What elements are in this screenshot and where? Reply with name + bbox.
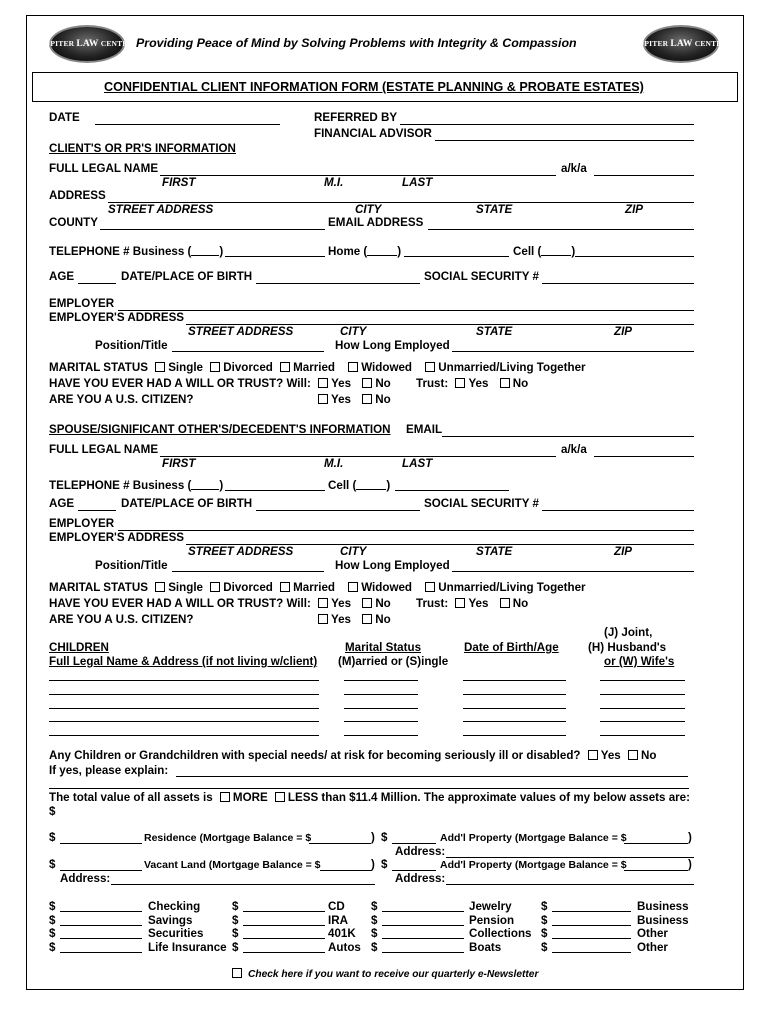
spouse-employer-label: EMPLOYER: [49, 517, 115, 530]
client-first-caption: FIRST: [162, 176, 196, 189]
spouse-citizen-yes-checkbox[interactable]: [318, 614, 328, 624]
spouse-full-name-field[interactable]: [160, 456, 556, 457]
spouse-aka-field[interactable]: [594, 456, 694, 457]
autos-field[interactable]: [243, 952, 325, 953]
child-row-3-marital[interactable]: [344, 708, 418, 709]
special-needs-no-checkbox[interactable]: [628, 750, 638, 760]
child-row-1-joint[interactable]: [600, 680, 685, 681]
special-explain-field[interactable]: [176, 776, 688, 777]
vacant-land-address-field[interactable]: [111, 884, 375, 885]
child-row-1-dob[interactable]: [463, 680, 566, 681]
client-employer-address-label: EMPLOYER'S ADDRESS: [49, 311, 185, 324]
form-title: CONFIDENTIAL CLIENT INFORMATION FORM (ESTATE PLANNING & PROBATE ESTATES): [104, 80, 644, 94]
client-phone-cell-label: Cell ( ): [513, 245, 576, 258]
joint-heading-line1: (J) Joint,: [604, 626, 653, 639]
collections-field[interactable]: [382, 938, 464, 939]
spouse-dob-label: DATE/PLACE OF BIRTH: [121, 497, 253, 510]
referred-by-field[interactable]: [400, 124, 694, 125]
date-label: DATE: [49, 111, 80, 124]
client-age-field[interactable]: [78, 283, 116, 284]
client-ssn-label: SOCIAL SECURITY #: [424, 270, 539, 283]
child-row-2-dob[interactable]: [463, 694, 566, 695]
children-marital-heading: Marital Status: [345, 641, 422, 654]
client-county-field[interactable]: [100, 229, 325, 230]
client-phone-cell-field[interactable]: [575, 256, 694, 257]
client-emp-city-caption: CITY: [340, 325, 367, 338]
addl-property-2-value-field[interactable]: [392, 870, 436, 871]
child-row-3-dob[interactable]: [463, 708, 566, 709]
client-emp-zip-caption: ZIP: [614, 325, 633, 338]
client-citizen-label: ARE YOU A U.S. CITIZEN?: [49, 393, 194, 406]
residence-dollar: $: [49, 831, 56, 844]
client-position-label: Position/Title: [95, 339, 168, 352]
cd-field[interactable]: [243, 911, 325, 912]
checking-field[interactable]: [60, 911, 142, 912]
life-insurance-field[interactable]: [60, 952, 142, 953]
spouse-full-name-label: FULL LEGAL NAME: [49, 443, 159, 456]
spouse-trust-yes-checkbox[interactable]: [455, 598, 465, 608]
child-row-4-name[interactable]: [49, 721, 319, 722]
client-city-caption: CITY: [355, 203, 382, 216]
client-unmarried-checkbox[interactable]: [425, 362, 435, 372]
spouse-last-caption: LAST: [402, 457, 433, 470]
child-row-2-marital[interactable]: [344, 694, 418, 695]
asset-col4-dollars: $ $ $ $: [541, 900, 548, 954]
client-phone-home-label: Home ( ): [328, 245, 402, 258]
client-state-caption: STATE: [476, 203, 513, 216]
client-emp-state-caption: STATE: [476, 325, 513, 338]
child-row-3-name[interactable]: [49, 708, 319, 709]
addl-property-1-address-field[interactable]: [446, 857, 694, 858]
client-citizen-no-checkbox[interactable]: [362, 394, 372, 404]
vacant-land-address-label: Address:: [60, 872, 111, 885]
spouse-phone-business-field[interactable]: [225, 490, 325, 491]
client-email-field[interactable]: [428, 229, 694, 230]
spouse-dob-field[interactable]: [256, 510, 420, 511]
addl-property-2-dollar: $: [381, 858, 388, 871]
residence-value-field[interactable]: [60, 843, 142, 844]
asset-col2-dollars: $ $ $ $: [232, 900, 239, 954]
spouse-citizen-options: Yes No: [318, 614, 391, 626]
addl-property-2-address-field[interactable]: [446, 884, 694, 885]
spouse-emp-state-caption: STATE: [476, 545, 513, 558]
assets-total-row: The total value of all assets is MORE LESS than $11.4 Million. The approximate values of my below assets are:: [49, 791, 690, 804]
savings-field[interactable]: [60, 925, 142, 926]
client-address-label: ADDRESS: [49, 189, 106, 202]
client-divorced-checkbox[interactable]: [210, 362, 220, 372]
children-name-address-heading: Full Legal Name & Address (if not living w/client): [49, 655, 318, 668]
securities-field[interactable]: [60, 938, 142, 939]
joint-heading-line3: or (W) Wife's: [604, 655, 675, 668]
spouse-will-no-checkbox[interactable]: [362, 598, 372, 608]
client-employer-field[interactable]: [118, 310, 694, 311]
client-will-yes-checkbox[interactable]: [318, 378, 328, 388]
date-field[interactable]: [95, 124, 280, 125]
client-citizen-yes-checkbox[interactable]: [318, 394, 328, 404]
business-1-field[interactable]: [552, 911, 631, 912]
client-phone-home-field[interactable]: [404, 256, 509, 257]
spouse-will-trust-row: HAVE YOU EVER HAD A WILL OR TRUST? Will: Yes No Trust: Yes No: [49, 597, 529, 610]
spouse-position-field[interactable]: [172, 571, 324, 572]
spouse-age-field[interactable]: [78, 510, 116, 511]
vacant-land-paren: ): [371, 858, 375, 871]
addl-property-1-dollar: $: [381, 831, 388, 844]
financial-advisor-field[interactable]: [435, 140, 694, 141]
client-county-label: COUNTY: [49, 216, 98, 229]
spouse-ssn-label: SOCIAL SECURITY #: [424, 497, 539, 510]
referred-by-label: REFERRED BY: [314, 111, 398, 124]
spouse-phone-business-label: TELEPHONE # Business ( ): [49, 479, 224, 492]
client-how-long-field[interactable]: [452, 351, 694, 352]
child-row-4-dob[interactable]: [463, 721, 566, 722]
child-row-5-dob[interactable]: [463, 735, 566, 736]
client-how-long-label: How Long Employed: [335, 339, 450, 352]
client-phone-business-label: TELEPHONE # Business ( ): [49, 245, 224, 258]
residence-label: Residence (Mortgage Balance = $: [144, 832, 312, 844]
child-row-1-marital[interactable]: [344, 680, 418, 681]
spouse-how-long-label: How Long Employed: [335, 559, 450, 572]
client-position-field[interactable]: [172, 351, 324, 352]
client-street-caption: STREET ADDRESS: [108, 203, 214, 216]
child-row-2-name[interactable]: [49, 694, 319, 695]
spouse-emp-city-caption: CITY: [340, 545, 367, 558]
pension-field[interactable]: [382, 925, 464, 926]
client-emp-street-caption: STREET ADDRESS: [188, 325, 294, 338]
client-ssn-field[interactable]: [542, 283, 694, 284]
client-dob-label: DATE/PLACE OF BIRTH: [121, 270, 253, 283]
financial-advisor-label: FINANCIAL ADVISOR: [314, 127, 432, 140]
client-dob-field[interactable]: [256, 283, 420, 284]
ira-field[interactable]: [243, 925, 325, 926]
spouse-marital-row: MARITAL STATUS Single Divorced Married Widowed Unmarried/Living Together: [49, 581, 586, 594]
other-1-field[interactable]: [552, 938, 631, 939]
spouse-will-yes-checkbox[interactable]: [318, 598, 328, 608]
spouse-citizen-label: ARE YOU A U.S. CITIZEN?: [49, 613, 194, 626]
spouse-aka-label: a/k/a: [561, 443, 587, 456]
newsletter-checkbox[interactable]: [232, 968, 242, 978]
jewelry-field[interactable]: [382, 911, 464, 912]
logo-right: JUPITER LAW CENTER: [643, 25, 719, 63]
asset-col4-labels: Business Business Other Other: [637, 900, 689, 954]
vacant-land-mortgage-field[interactable]: [320, 870, 372, 871]
child-row-5-name[interactable]: [49, 735, 319, 736]
assets-more-checkbox[interactable]: [220, 792, 230, 802]
client-will-no-checkbox[interactable]: [362, 378, 372, 388]
client-marital-row: MARITAL STATUS Single Divorced Married Widowed Unmarried/Living Together: [49, 361, 586, 374]
spouse-mi-caption: M.I.: [324, 457, 344, 470]
spouse-phone-cell-field[interactable]: [395, 490, 509, 491]
vacant-land-label: Vacant Land (Mortgage Balance = $: [144, 859, 321, 871]
spouse-married-checkbox[interactable]: [280, 582, 290, 592]
addl-property-1-paren: ): [688, 831, 692, 844]
spouse-ssn-field[interactable]: [542, 510, 694, 511]
asset-col3-dollars: $ $ $ $: [371, 900, 378, 954]
residence-paren: ): [371, 831, 375, 844]
client-aka-label: a/k/a: [561, 162, 587, 175]
spouse-email-label: EMAIL: [406, 423, 443, 436]
addl-property-2-mortgage-field[interactable]: [624, 870, 688, 871]
children-heading: CHILDREN: [49, 641, 109, 654]
spouse-position-label: Position/Title: [95, 559, 168, 572]
client-age-label: AGE: [49, 270, 75, 283]
asset-col3-labels: Jewelry Pension Collections Boats: [469, 900, 532, 954]
client-full-name-field[interactable]: [160, 175, 556, 176]
spouse-how-long-field[interactable]: [452, 571, 694, 572]
residence-mortgage-field[interactable]: [309, 843, 371, 844]
asset-col1-labels: Checking Savings Securities Life Insurance: [148, 900, 227, 954]
401k-field[interactable]: [243, 938, 325, 939]
addl-property-2-label: Add'l Property (Mortgage Balance = $: [440, 859, 627, 871]
spouse-phone-cell-label: Cell ( ): [328, 479, 391, 492]
assets-total-dollar: $: [49, 805, 56, 818]
client-widowed-checkbox[interactable]: [348, 362, 358, 372]
client-last-caption: LAST: [402, 176, 433, 189]
assets-less-checkbox[interactable]: [275, 792, 285, 802]
client-aka-field[interactable]: [594, 175, 694, 176]
special-needs-row: Any Children or Grandchildren with special needs/ at risk for becoming seriously ill or disabled? Yes No: [49, 749, 657, 762]
other-2-field[interactable]: [552, 952, 631, 953]
child-row-5-marital[interactable]: [344, 735, 418, 736]
spouse-emp-zip-caption: ZIP: [614, 545, 633, 558]
spouse-emp-street-caption: STREET ADDRESS: [188, 545, 294, 558]
child-row-1-name[interactable]: [49, 680, 319, 681]
spouse-employer-address-label: EMPLOYER'S ADDRESS: [49, 531, 185, 544]
spouse-age-label: AGE: [49, 497, 75, 510]
spouse-employer-field[interactable]: [118, 530, 694, 531]
client-single-checkbox[interactable]: [155, 362, 165, 372]
addl-property-1-value-field[interactable]: [392, 843, 436, 844]
spouse-unmarried-checkbox[interactable]: [425, 582, 435, 592]
child-row-4-joint[interactable]: [600, 721, 685, 722]
child-row-5-joint[interactable]: [600, 735, 685, 736]
client-zip-caption: ZIP: [625, 203, 644, 216]
addl-property-2-address-label: Address:: [395, 872, 446, 885]
client-trust-no-checkbox[interactable]: [500, 378, 510, 388]
spouse-divorced-checkbox[interactable]: [210, 582, 220, 592]
vacant-land-dollar: $: [49, 858, 56, 871]
child-row-3-joint[interactable]: [600, 708, 685, 709]
child-row-4-marital[interactable]: [344, 721, 418, 722]
addl-property-2-paren: ): [688, 858, 692, 871]
client-phone-business-field[interactable]: [225, 256, 325, 257]
addl-property-1-mortgage-field[interactable]: [624, 843, 688, 844]
business-2-field[interactable]: [552, 925, 631, 926]
children-dob-heading: Date of Birth/Age: [464, 641, 559, 654]
boats-field[interactable]: [382, 952, 464, 953]
spouse-citizen-no-checkbox[interactable]: [362, 614, 372, 624]
client-employer-label: EMPLOYER: [49, 297, 115, 310]
newsletter-row: Check here if you want to receive our quarterly e-Newsletter: [232, 968, 538, 980]
addl-property-1-label: Add'l Property (Mortgage Balance = $: [440, 832, 627, 844]
client-email-label: EMAIL ADDRESS: [328, 216, 424, 229]
client-mi-caption: M.I.: [324, 176, 344, 189]
tagline: Providing Peace of Mind by Solving Problems with Integrity & Compassion: [136, 36, 577, 50]
client-citizen-options: Yes No: [318, 394, 391, 406]
logo-left: JUPITER LAW CENTER: [49, 25, 125, 63]
special-needs-yes-checkbox[interactable]: [588, 750, 598, 760]
special-explain-label: If yes, please explain:: [49, 764, 169, 777]
client-married-checkbox[interactable]: [280, 362, 290, 372]
spouse-first-caption: FIRST: [162, 457, 196, 470]
client-trust-yes-checkbox[interactable]: [455, 378, 465, 388]
spouse-trust-no-checkbox[interactable]: [500, 598, 510, 608]
client-will-trust-row: HAVE YOU EVER HAD A WILL OR TRUST? Will: Yes No Trust: Yes No: [49, 377, 529, 390]
vacant-land-value-field[interactable]: [60, 870, 142, 871]
client-section-heading: CLIENT'S OR PR'S INFORMATION: [49, 142, 236, 155]
asset-col2-labels: CD IRA 401K Autos: [328, 900, 361, 954]
client-full-name-label: FULL LEGAL NAME: [49, 162, 159, 175]
addl-property-1-address-label: Address:: [395, 845, 446, 858]
spouse-single-checkbox[interactable]: [155, 582, 165, 592]
spouse-section-heading: SPOUSE/SIGNIFICANT OTHER'S/DECEDENT'S INFORMATION: [49, 423, 391, 436]
children-married-single-heading: (M)arried or (S)ingle: [338, 655, 449, 668]
spouse-widowed-checkbox[interactable]: [348, 582, 358, 592]
spouse-email-field[interactable]: [442, 436, 694, 437]
joint-heading-line2: (H) Husband's: [588, 641, 667, 654]
asset-col1-dollars: $ $ $ $: [49, 900, 56, 954]
child-row-2-joint[interactable]: [600, 694, 685, 695]
special-explain-field-2[interactable]: [49, 788, 689, 789]
